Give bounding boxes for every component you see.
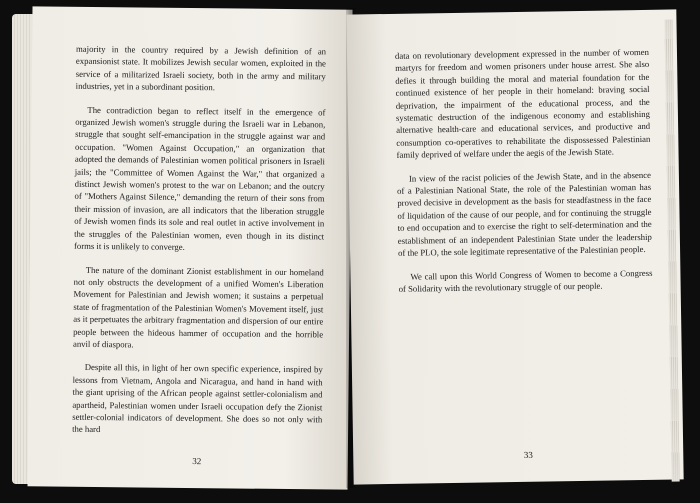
right-paragraph-1: data on revolutionary development expressed in the number of women martyrs for freedom and women prisoners under house arrest. She also defies it through building the moral and material foundation for the continued existence of her people in their homeland: braving social deprivation, the impairment of the educational process, and the systematic destruction of the indigenous economy and establishing alternative health-care and educational services, and productive and consumption co-operatives to rehabilitate the dispossessed Palestinian family deprived of welfare under the aegis of the Jewish State.	[394, 46, 651, 161]
right-page-edges	[664, 19, 679, 481]
right-page	[346, 9, 683, 484]
left-paragraph-1: majority in the country required by a Jewish definition of an expansionist state. It mobilizes Jewish secular women, exploited in the service of a militarized Israeli society, both in the army and military industries, yet in a subordinant position.	[75, 43, 327, 93]
left-paragraph-3: The nature of the dominant Zionist establishment in our homeland not only obstructs the development of a unified Women's Liberation Movement for Palestinian and Jewish women; it sustains a perpetual state of fragmentation of the Palestinian Women's Movement itself, just as it perpetuates the arbitrary fragmentation and dispersion of our entire people between the hideous hammer of occupation and the horrible anvil of diaspora.	[72, 264, 324, 350]
right-page-number: 33	[523, 449, 533, 460]
right-paragraph-2: In view of the racist policies of the Jewish State, and in the absence of a Palestinian National State, the role of the Palestinian woman has proved decisive in development as the basis for steadfastness in the face of liquidation of the cause of our people, and for continuing the struggle to end occupation and to exercise the right to self-determination and the establishment of an independent Palestinian State under the leadership of the PLO, the sole legitimate representative of the Palestinian people.	[397, 169, 652, 258]
right-paragraph-3: We call upon this World Congress of Women to become a Congress of Solidarity with the revolutionary struggle of our people.	[398, 267, 653, 294]
left-page-number: 32	[192, 456, 202, 467]
left-paragraph-4: Despite all this, in light of her own specific experience, inspired by lessons from Vietnam, Angola and Nicaragua, and hand in hand with the giant uprising of the African people against settler-colonialism and apartheid, Palestinian women under Israeli occupation defy the Zionist settler-colonial indicators of development. She does so not only with the hard	[72, 362, 323, 435]
left-paragraph-2: The contradiction began to reflect itself in the emergence of organized Jewish women's struggle during the Israeli war in Lebanon, struggle that sought self-emancipation in the struggle against war and occupation. "Women Against Occupation," an organization that adopted the demands of Palestinian women political prisoners in Israeli jails; the "Committee of Women Against the War," that organized a distinct Jewish women's protest to the war on Lebanon; and the outcry of "Mothers Against Silence," demanding the return of their sons from their mission of invasion, are all indicators that the liberation struggle of Jewish women finds its sole and real outlet in active involvement in the struggles of the Palestinian women, even though in its distinct forms it is unlikely to converge.	[73, 104, 326, 253]
left-page	[27, 6, 352, 489]
open-book	[12, 8, 688, 495]
